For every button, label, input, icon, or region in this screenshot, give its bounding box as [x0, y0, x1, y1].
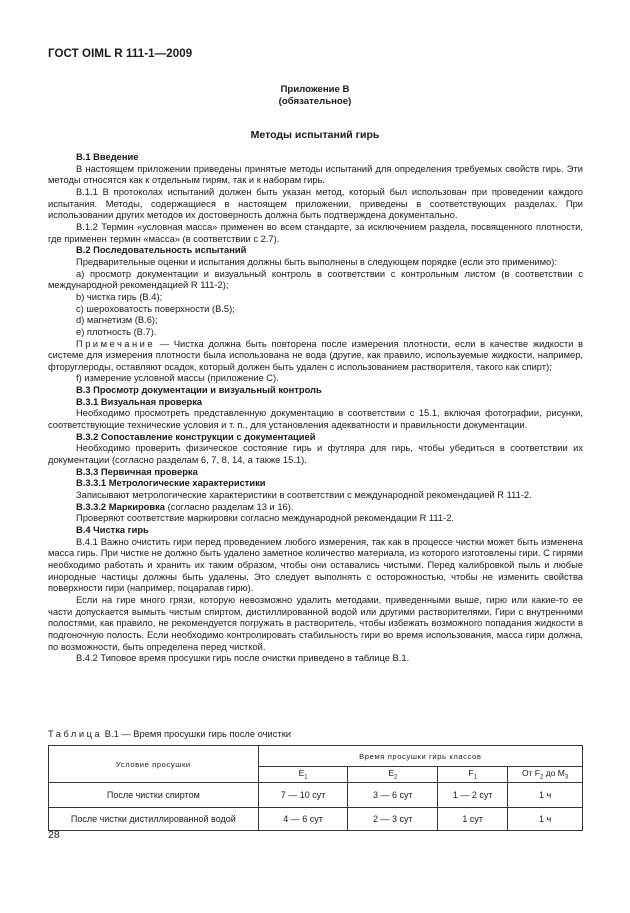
section-heading: В.2 Последовательность испытаний [76, 245, 247, 256]
body-paragraph: Необходимо проверить физическое состояние гирь и футляра для гирь, чтобы убедиться в соответствии их документации (согласно разделам 6, 7, 8, 14, а также 15.1). [48, 443, 583, 466]
section-heading: В.3.3.1 Метрологические характеристики [76, 478, 266, 489]
class-header [258, 767, 348, 783]
class-main: E [388, 768, 395, 779]
annex-status: (обязательное) [278, 96, 352, 107]
class-header [438, 767, 508, 783]
body-paragraph: а) просмотр документации и визуальный контроль в соответствии с контрольным листом (в соответствии с международной рекомендацией R 111-2); [48, 268, 583, 291]
body-paragraph: В.1.1 В протоколах испытаний должен быть указан метод, который был использован при проведении каждого испытания. Методы, содержащиеся в настоящем приложении, приведены в соответствующих разделах. При использовании других методов их достоверность должна быть подтверждена документально. [48, 186, 583, 221]
document-header: ГОСТ OIML R 111-1—2009 [48, 48, 193, 60]
class-main: F [468, 768, 474, 779]
body-paragraph: В.4.2 Типовое время просушки гирь после очистки приведено в таблице В.1. [76, 653, 410, 664]
class-sub: 2 [540, 774, 544, 781]
value-cell: 7 — 10 сут [258, 783, 348, 808]
col-condition-header: Условие просушки [49, 746, 259, 783]
subsection-text: (согласно разделам 13 и 16). [164, 501, 294, 512]
body-paragraph: b) чистка гирь (В.4); [76, 291, 163, 302]
table-caption-label: Таблица [48, 729, 103, 739]
class-header [348, 767, 438, 783]
group-header: Время просушки гирь классов [258, 746, 582, 767]
body-paragraph: c) шероховатость поверхности (В.5); [76, 303, 235, 314]
table-row [49, 783, 583, 808]
section-heading: В.3.1 Визуальная проверка [76, 396, 203, 407]
note-paragraph [48, 339, 583, 374]
subsection-heading: В.3.3.2 Маркировка [76, 501, 165, 512]
class-sub: 2 [394, 774, 398, 781]
document-body [48, 152, 583, 665]
body-paragraph: e) плотность (В.7). [76, 326, 157, 337]
body-paragraph: Записывают метрологические характеристики в соответствии с международной рекомендацией R 111-2. [76, 490, 532, 501]
section-heading: В.3.3 Первичная проверка [76, 466, 198, 477]
table-caption [48, 729, 291, 739]
class-sub: 3 [564, 774, 569, 781]
section-heading: В.4 Чистка гирь [76, 525, 149, 535]
value-cell: 4 — 6 сут [258, 808, 348, 831]
table-row [49, 808, 583, 831]
section-heading: В.3.2 Сопоставление конструкции с документацией [76, 431, 316, 442]
body-paragraph: В.4.1 Важно очистить гири перед проведением любого измерения, так как в процессе чистки может быть изменена масса гирь. При чистке не должно быть удалено заметное количество материала, из которого изготовлены гири. С гирями необходимо работать и хранить их таким образом, чтобы они оставались чистыми. Перед калибровкой пыль и любые инородные частицы должны быть удалены. Это следует выполнять с осторожностью, чтобы не изменить свойства поверхности гири (например, поцарапав гирю). [48, 536, 583, 594]
page-number: 28 [48, 829, 60, 841]
annex-title: Приложение В [280, 84, 350, 95]
note-label: Примечание [76, 338, 156, 349]
table-caption-text: В.1 — Время просушки гирь после очистки [102, 729, 291, 739]
class-sub: 1 [473, 774, 477, 781]
section-heading: В.3 Просмотр документации и визуальный контроль [76, 385, 322, 396]
condition-cell: После чистки дистиллированной водой [49, 808, 259, 831]
drying-time-table [48, 745, 583, 831]
body-paragraph: Необходимо просмотреть представленную документацию в соответствии с 15.1, включая фотографии, рисунки, соответствующие технические условия и т. п., для установления адекватности и правильности документации. [48, 408, 583, 431]
body-paragraph: Если на гире много грязи, которую невозможно удалить методами, приведенными выше, гирю или какие-то ее части допускается вымыть чистым спиртом, дистиллированной водой или другими растворителями. Гири с внутренними полостями, как правило, не рекомендуется погружать в растворитель, чтобы избежать возможного попадания жидкости в подгоночную полость. Если необходимо контролировать стабильность гири во время использования, масса гири должна, по возможности, быть определена перед чисткой. [48, 594, 583, 652]
class-main: E [298, 768, 305, 779]
body-paragraph: Предварительные оценки и испытания должны быть выполнены в следующем порядке (если это применимо): [76, 256, 557, 267]
body-paragraph: В.1.2 Термин «условная масса» применен во всем стандарте, за исключением раздела, посвященного плотности, где применен термин «масса» (в соответствии с 2.7). [48, 221, 583, 244]
value-cell: 2 — 3 сут [348, 808, 438, 831]
note-text: — Чистка должна быть повторена после измерения плотности, если в качестве жидкости в системе для измерения плотности была использована не вода (другие, как правило, используемые жидкости, например, фторуглероды, оставляют осадок, который должен быть удален с использованием растворителя, такого как спирт); [48, 338, 583, 372]
mixed-paragraph [48, 502, 583, 514]
value-cell: 1 ч [508, 808, 583, 831]
section-title: Методы испытаний гирь [250, 129, 380, 141]
class-sub: 1 [304, 774, 308, 781]
value-cell: 1 сут [438, 808, 508, 831]
value-cell: 1 ч [508, 783, 583, 808]
body-paragraph: f) измерение условной массы (приложение С). [76, 373, 279, 384]
value-cell: 1 — 2 сут [438, 783, 508, 808]
class-main: От F [521, 768, 540, 779]
class-tail: до M [543, 768, 565, 779]
body-paragraph: В настоящем приложении приведены принятые методы испытаний для определения требуемых свойств гирь. Эти методы относятся как к отдельным гирям, так и к наборам гирь. [48, 163, 583, 186]
value-cell: 3 — 6 сут [348, 783, 438, 808]
body-paragraph: Проверяют соответствие маркировки согласно международной рекомендации R 111-2. [76, 513, 455, 524]
class-header [508, 767, 583, 783]
section-heading: В.1 Введение [76, 152, 139, 162]
condition-cell: После чистки спиртом [49, 783, 259, 808]
body-paragraph: d) магнетизм (В.6); [76, 315, 158, 326]
